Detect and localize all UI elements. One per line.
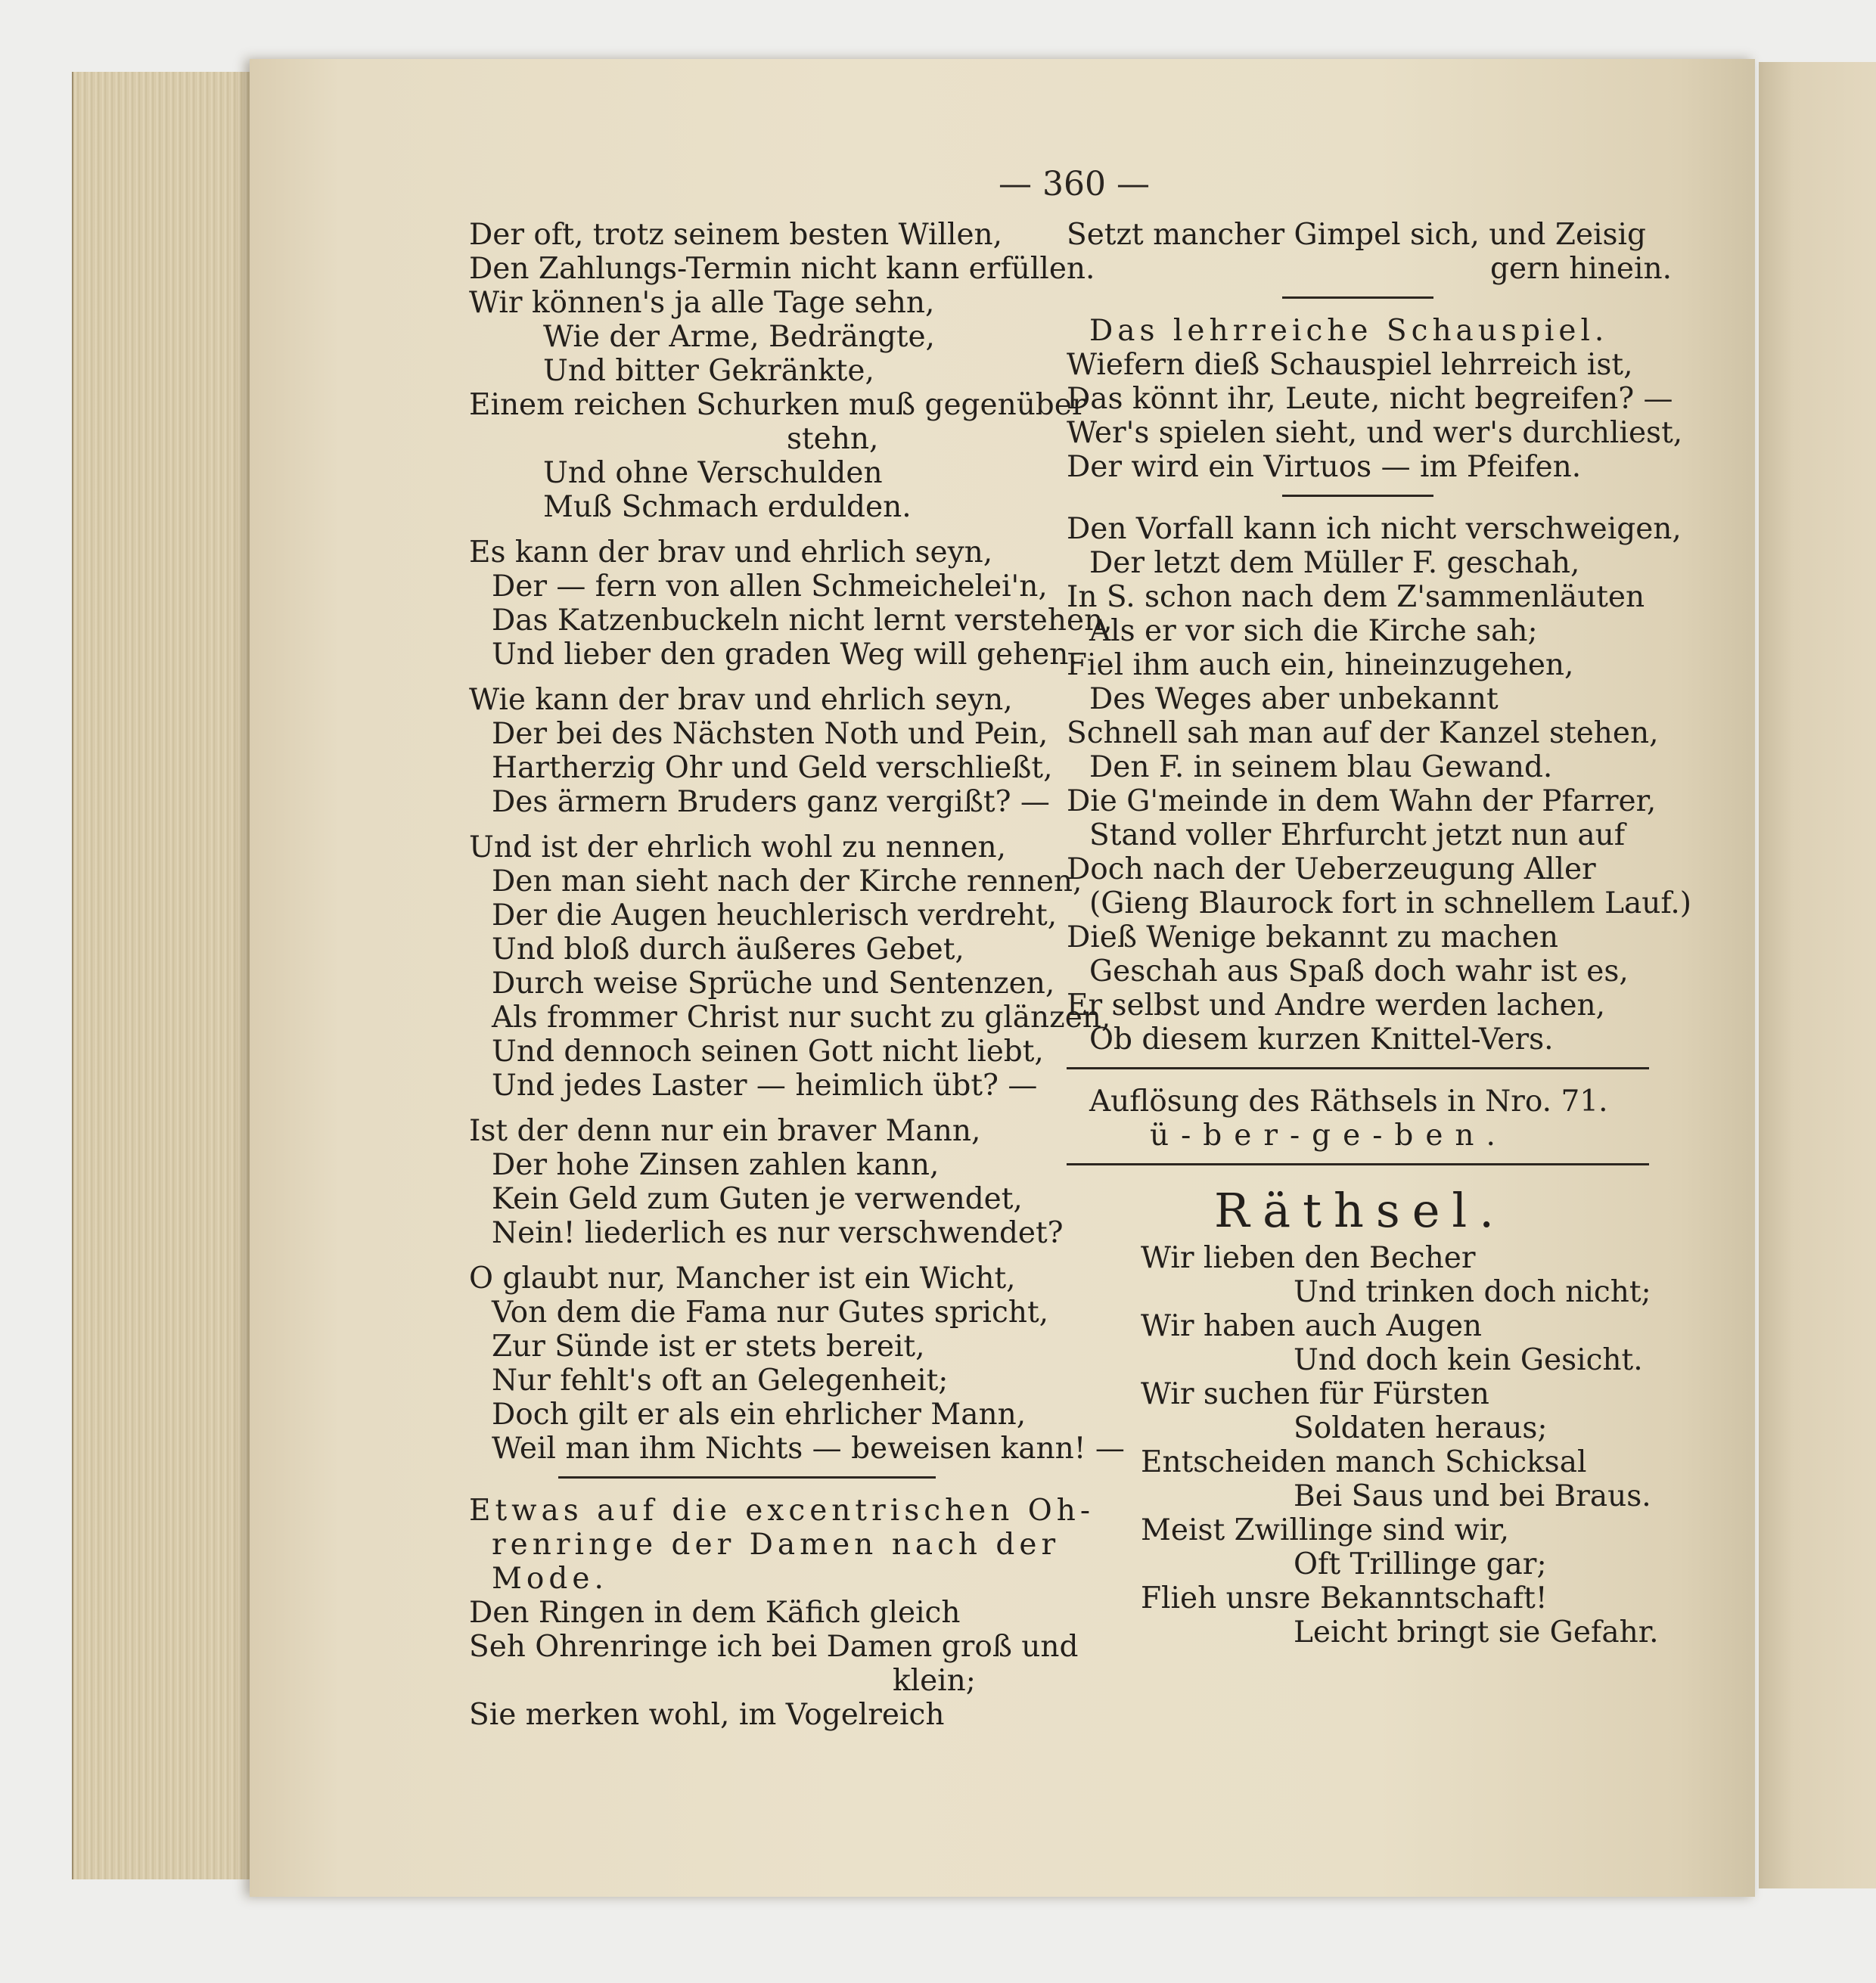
poem-line: Flieh unsre Bekanntschaft! (1141, 1581, 1548, 1615)
solution-line: Auflösung des Räthsels in Nro. 71. (1089, 1085, 1608, 1119)
poem-line: Wir können's ja alle Tage sehn, (469, 286, 935, 320)
page-edges (72, 72, 278, 1879)
poem-line: Der letzt dem Müller F. geschah, (1089, 546, 1580, 580)
poem-line: Und ohne Verschulden (543, 456, 883, 490)
left-column (469, 218, 1125, 1732)
poem-line: Soldaten heraus; (1294, 1411, 1548, 1445)
poem-line: Seh Ohrenringe ich bei Damen groß und (469, 1630, 1079, 1664)
poem-line: stehn, (787, 422, 879, 456)
poem-line: Das Katzenbuckeln nicht lernt verstehen, (492, 604, 1113, 638)
poem-line: Und dennoch seinen Gott nicht liebt, (492, 1035, 1044, 1069)
poem-line: (Gieng Blaurock fort in schnellem Lauf.) (1089, 886, 1692, 920)
poem-line: Bei Saus und bei Braus. (1294, 1479, 1651, 1513)
section-divider (558, 1476, 936, 1479)
poem-line: Ob diesem kurzen Knittel-Vers. (1089, 1023, 1554, 1057)
section-divider (1282, 296, 1433, 299)
poem-line: In S. schon nach dem Z'sammenläuten (1067, 580, 1645, 614)
page-number: — 360 — (999, 165, 1150, 203)
poem-line: Und lieber den graden Weg will gehen. (492, 638, 1078, 672)
poem-line: Ist der denn nur ein braver Mann, (469, 1114, 981, 1148)
poem-line: Als frommer Christ nur sucht zu glänzen, (492, 1001, 1111, 1035)
poem-line: Fiel ihm auch ein, hineinzugehen, (1067, 648, 1574, 682)
section-divider (1067, 1163, 1649, 1165)
poem-line: Muß Schmach erdulden. (543, 490, 912, 524)
poem-line: Den Zahlungs-Termin nicht kann erfüllen. (469, 252, 1095, 286)
poem-line: Wir suchen für Fürsten (1141, 1377, 1489, 1411)
poem-line: Einem reichen Schurken muß gegenüber (469, 388, 1086, 422)
poem-line: Wir lieben den Becher (1141, 1241, 1476, 1275)
poem-line: Des Weges aber unbekannt (1089, 682, 1499, 716)
section-divider (1067, 1067, 1649, 1069)
poem-line: Und ist der ehrlich wohl zu nennen, (469, 830, 1007, 864)
poem-line: O glaubt nur, Mancher ist ein Wicht, (469, 1261, 1016, 1296)
poem-line: Und bitter Gekränkte, (543, 354, 874, 388)
right-column (1067, 218, 1692, 1649)
poem-line: Stand voller Ehrfurcht jetzt nun auf (1089, 818, 1626, 852)
poem-line: Und doch kein Gesicht. (1294, 1343, 1643, 1377)
poem-line: Meist Zwillinge sind wir, (1141, 1513, 1510, 1547)
poem-line: Des ärmern Bruders ganz vergißt? — (492, 785, 1050, 819)
poem-line: Der wird ein Virtuos — im Pfeifen. (1067, 450, 1582, 484)
section-heading: Mode. (492, 1562, 608, 1596)
section-divider (1282, 495, 1433, 497)
poem-line: Der hohe Zinsen zahlen kann, (492, 1148, 940, 1182)
riddle-title: Räthsel. (1214, 1183, 1506, 1238)
poem-line: Wie der Arme, Bedrängte, (543, 320, 935, 354)
poem-line: Er selbst und Andre werden lachen, (1067, 988, 1606, 1023)
poem-line: Wer's spielen sieht, und wer's durchliest, (1067, 416, 1683, 450)
poem-line: Der die Augen heuchlerisch verdreht, (492, 898, 1058, 933)
poem-line: Entscheiden manch Schicksal (1141, 1445, 1587, 1479)
solution-answer: ü-ber-ge-ben. (1150, 1119, 1508, 1153)
poem-line: Wiefern dieß Schauspiel lehrreich ist, (1067, 348, 1633, 382)
poem-line: Nein! liederlich es nur verschwendet? (492, 1216, 1064, 1250)
poem-line: Doch gilt er als ein ehrlicher Mann, (492, 1398, 1027, 1432)
poem-line: Doch nach der Ueberzeugung Aller (1067, 852, 1596, 886)
poem-line: Das könnt ihr, Leute, nicht begreifen? — (1067, 382, 1673, 416)
poem-line: Dieß Wenige bekannt zu machen (1067, 920, 1558, 954)
facing-page-edge (1759, 62, 1876, 1888)
poem-line: Als er vor sich die Kirche sah; (1089, 614, 1538, 648)
poem-line: Sie merken wohl, im Vogelreich (469, 1698, 945, 1732)
poem-line: Wie kann der brav und ehrlich seyn, (469, 683, 1013, 717)
poem-line: Und trinken doch nicht; (1294, 1275, 1651, 1309)
poem-line: klein; (893, 1664, 976, 1698)
poem-line: Der bei des Nächsten Noth und Pein, (492, 717, 1048, 751)
poem-line: Den man sieht nach der Kirche rennen, (492, 864, 1082, 898)
poem-line: Weil man ihm Nichts — beweisen kann! — (492, 1432, 1125, 1466)
poem-line: Von dem die Fama nur Gutes spricht, (492, 1296, 1049, 1330)
poem-line: Und bloß durch äußeres Gebet, (492, 933, 964, 967)
poem-line: gern hinein. (1490, 252, 1672, 286)
poem-line: Es kann der brav und ehrlich seyn, (469, 535, 993, 569)
poem-line: Die G'meinde in dem Wahn der Pfarrer, (1067, 784, 1657, 818)
poem-line: Leicht bringt sie Gefahr. (1294, 1615, 1659, 1649)
poem-line: Der oft, trotz seinem besten Willen, (469, 218, 1003, 252)
poem-line: Nur fehlt's oft an Gelegenheit; (492, 1364, 949, 1398)
poem-line: Durch weise Sprüche und Sentenzen, (492, 967, 1055, 1001)
poem-line: Geschah aus Spaß doch wahr ist es, (1089, 954, 1629, 988)
poem-line: Hartherzig Ohr und Geld verschließt, (492, 751, 1053, 785)
poem-line: Der — fern von allen Schmeichelei'n, (492, 569, 1048, 604)
poem-line: Oft Trillinge gar; (1294, 1547, 1547, 1581)
poem-line: Zur Sünde ist er stets bereit, (492, 1330, 925, 1364)
poem-line: Setzt mancher Gimpel sich, und Zeisig (1067, 218, 1646, 252)
poem-line: Wir haben auch Augen (1141, 1309, 1483, 1343)
section-title: Das lehrreiche Schauspiel. (1089, 314, 1609, 348)
poem-line: Kein Geld zum Guten je verwendet, (492, 1182, 1023, 1216)
section-heading: renringe der Damen nach der (492, 1528, 1061, 1562)
poem-line: Den Ringen in dem Käfich gleich (469, 1596, 961, 1630)
poem-line: Den Vorfall kann ich nicht verschweigen, (1067, 512, 1682, 546)
section-heading: Etwas auf die excentrischen Oh- (469, 1494, 1095, 1528)
poem-line: Schnell sah man auf der Kanzel stehen, (1067, 716, 1659, 750)
poem-line: Den F. in seinem blau Gewand. (1089, 750, 1553, 784)
poem-line: Und jedes Laster — heimlich übt? — (492, 1069, 1038, 1103)
